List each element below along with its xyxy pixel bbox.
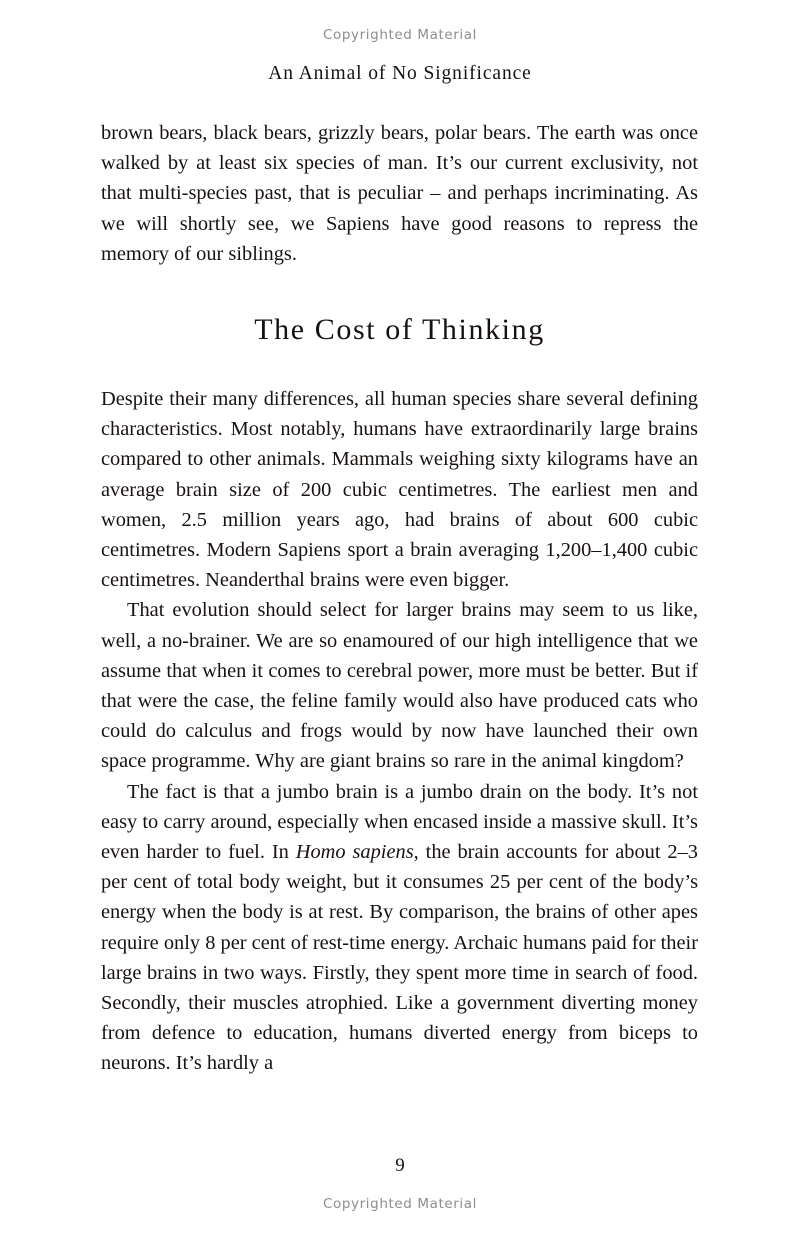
paragraph-jumbo-brain-text-after: , the brain accounts for about 2–3 per cent of total body weight, but it consumes 25 per cent of the body’s energy when the body is at rest. By comparison, the brains of other apes require only 8 per cent of rest-time energy. Archaic humans paid for their large brains in two ways. Firstly, they spent more time in search of food. Secondly, their muscles atrophied. Like a government diverting money from defence to education, humans diverted energy from biceps to neurons. It’s hardly a — [101, 841, 698, 1075]
paragraph-brain-size: Despite their many differences, all human species share several defining characteristics. Most notably, humans have extraordinarily large brains compared to other animals. Mammals weighing sixty kilograms have an average brain size of 200 cubic centimetres. The earliest men and women, 2.5 million years ago, had brains of about 600 cubic centimetres. Modern Sapiens sport a brain averaging 1,200–1,400 cubic centimetres. Neanderthal brains were even bigger. — [101, 388, 698, 592]
copyright-watermark-top: Copyrighted Material — [323, 27, 477, 43]
page-number: 9 — [395, 1155, 405, 1176]
spacer-below-heading — [101, 347, 698, 384]
paragraph-jumbo-brain-text-before: The fact is that a jumbo brain is a jumbo drain on the body. It’s not easy to carry around, especially when encased inside a massive skull. It’s even harder to fuel. In — [101, 780, 698, 864]
section-heading: The Cost of Thinking — [254, 313, 545, 347]
spacer-above-heading — [101, 269, 698, 313]
paragraph-opening: brown bears, black bears, grizzly bears, polar bears. The earth was once walked by at least six species of man. It’s our current exclusivity, not that multi-species past, that is peculiar – and perhaps incriminating. As we will shortly see, we Sapiens have good reasons to repress the memory of our siblings. — [101, 122, 698, 265]
running-head: An Animal of No Significance — [268, 63, 532, 84]
copyright-watermark-bottom: Copyrighted Material — [323, 1196, 477, 1212]
paragraph-evolution: That evolution should select for larger brains may seem to us like, well, a no-brainer. We are so enamoured of our high intelligence that we assume that when it comes to cerebral power, more must be better. But if that were the case, the feline family would also have produced cats who could do calculus and frogs would by now have launched their own space programme. Why are giant brains so rare in the animal kingdom? — [101, 599, 698, 773]
species-name-italic: Homo sapiens — [295, 841, 414, 864]
text-column — [101, 118, 698, 1079]
paragraph-jumbo-brain — [101, 777, 698, 1079]
